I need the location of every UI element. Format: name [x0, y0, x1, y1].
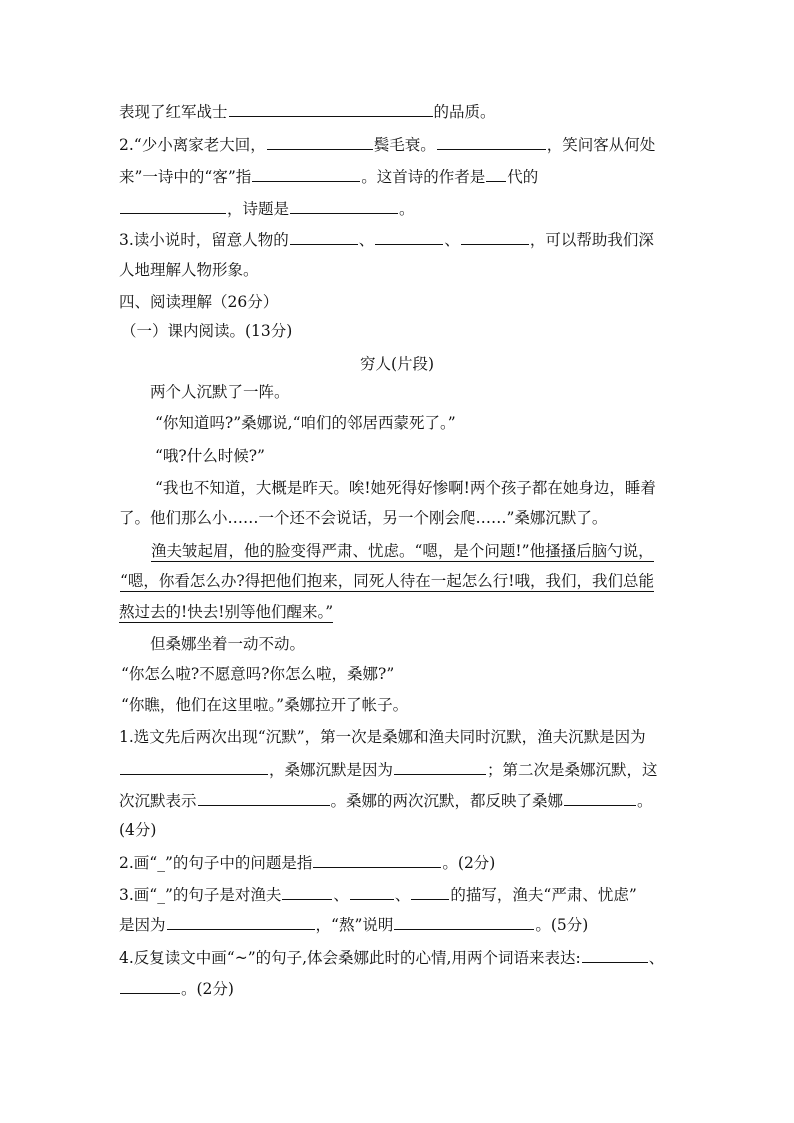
underlined-sentence: 渔夫皱起眉，他的脸变得严肃、忧虑。“嗯，是个问题!”他搔搔后脑勺说，: [151, 542, 654, 560]
q2-line-3: ，诗题是 。: [119, 198, 689, 219]
passage-paragraph: “我也不知道，大概是昨天。唉!她死得好惨啊!两个孩子都在她身边，睡着: [155, 479, 656, 497]
answer-blank[interactable]: [461, 229, 529, 245]
answer-blank[interactable]: [282, 884, 332, 900]
answer-blank[interactable]: [290, 229, 358, 245]
underlined-sentence: “嗯，你看怎么办?得把他们抱来，同死人待在一起怎么行!哦，我们，我们总能: [120, 572, 654, 590]
answer-blank[interactable]: [394, 759, 486, 775]
answer-blank[interactable]: [198, 790, 330, 806]
answer-blank[interactable]: [252, 166, 360, 182]
answer-blank[interactable]: [267, 134, 373, 150]
q2-line-2: 来”一诗中的“客”指 。这首诗的作者是 代的: [119, 168, 539, 186]
question-1-line-2: ，桑娜沉默是因为 ；第二次是桑娜沉默，这: [119, 759, 689, 780]
question-3-line-1: 3.画“_”的句子是对渔夫 、 、 的描写，渔夫“严肃、忧虑”: [119, 886, 637, 904]
passage-paragraph: “你瞧，他们在这里啦。”桑娜拉开了帐子。: [121, 696, 409, 714]
prev-question-line: 表现了红军战士 的品质。: [119, 103, 496, 121]
answer-blank[interactable]: [411, 884, 449, 900]
passage-paragraph: “你怎么啦?不愿意吗?你怎么啦，桑娜?”: [121, 665, 395, 683]
answer-blank[interactable]: [437, 134, 546, 150]
q3-line-1: 3.读小说时，留意人物的 、 、 ，可以帮助我们深: [119, 231, 654, 249]
question-1-line-1: 1.选文先后两次出现“沉默”，第一次是桑娜和渔夫同时沉默，渔夫沉默是因为: [119, 728, 646, 746]
question-1-line-3: 次沉默表示 。桑娜的两次沉默，都反映了桑娜 。: [119, 792, 653, 810]
question-3-line-2: 是因为 ，“熬”说明 。(5分): [119, 916, 589, 934]
answer-blank[interactable]: [120, 978, 180, 994]
q2-line-1: 2.“少小离家老大回， 鬓毛衰。 ，笑问客从何处: [119, 136, 656, 154]
answer-blank[interactable]: [394, 914, 534, 930]
question-1-score: (4分): [119, 821, 157, 839]
q3-line-2: 人地理解人物形象。: [119, 261, 259, 279]
answer-blank[interactable]: [167, 914, 315, 930]
answer-blank[interactable]: [582, 947, 648, 963]
answer-blank[interactable]: [564, 790, 636, 806]
question-2: 2.画“_”的句子中的问题是指 。(2分): [119, 854, 496, 872]
answer-blank[interactable]: [375, 229, 443, 245]
answer-blank[interactable]: [290, 198, 398, 214]
passage-paragraph: “你知道吗?”桑娜说,“咱们的邻居西蒙死了。”: [155, 414, 456, 432]
passage-paragraph: 两个人沉默了一阵。: [150, 383, 290, 401]
section-heading: 四、阅读理解（26分）: [119, 293, 279, 311]
answer-blank[interactable]: [350, 884, 394, 900]
answer-blank[interactable]: [486, 166, 506, 182]
passage-paragraph: “哦?什么时候?”: [155, 447, 265, 465]
passage-paragraph: 但桑娜坐着一动不动。: [150, 635, 306, 653]
subsection-heading: （一）课内阅读。(13分): [121, 322, 293, 340]
question-4-line-2: 。(2分): [119, 978, 689, 999]
answer-blank[interactable]: [120, 759, 268, 775]
passage-paragraph: 了。他们那么小……一个还不会说话，另一个刚会爬……”桑娜沉默了。: [119, 509, 608, 527]
answer-blank[interactable]: [313, 852, 441, 868]
answer-blank[interactable]: [120, 198, 226, 214]
question-4-line-1: 4.反复读文中画“~”的句子,体会桑娜此时的心情,用两个词语来表达: 、: [119, 949, 665, 967]
underlined-sentence: 熬过去的!快去!别等他们醒来。”: [119, 603, 334, 621]
answer-blank[interactable]: [229, 101, 433, 117]
passage-title: 穷人(片段): [359, 355, 435, 373]
